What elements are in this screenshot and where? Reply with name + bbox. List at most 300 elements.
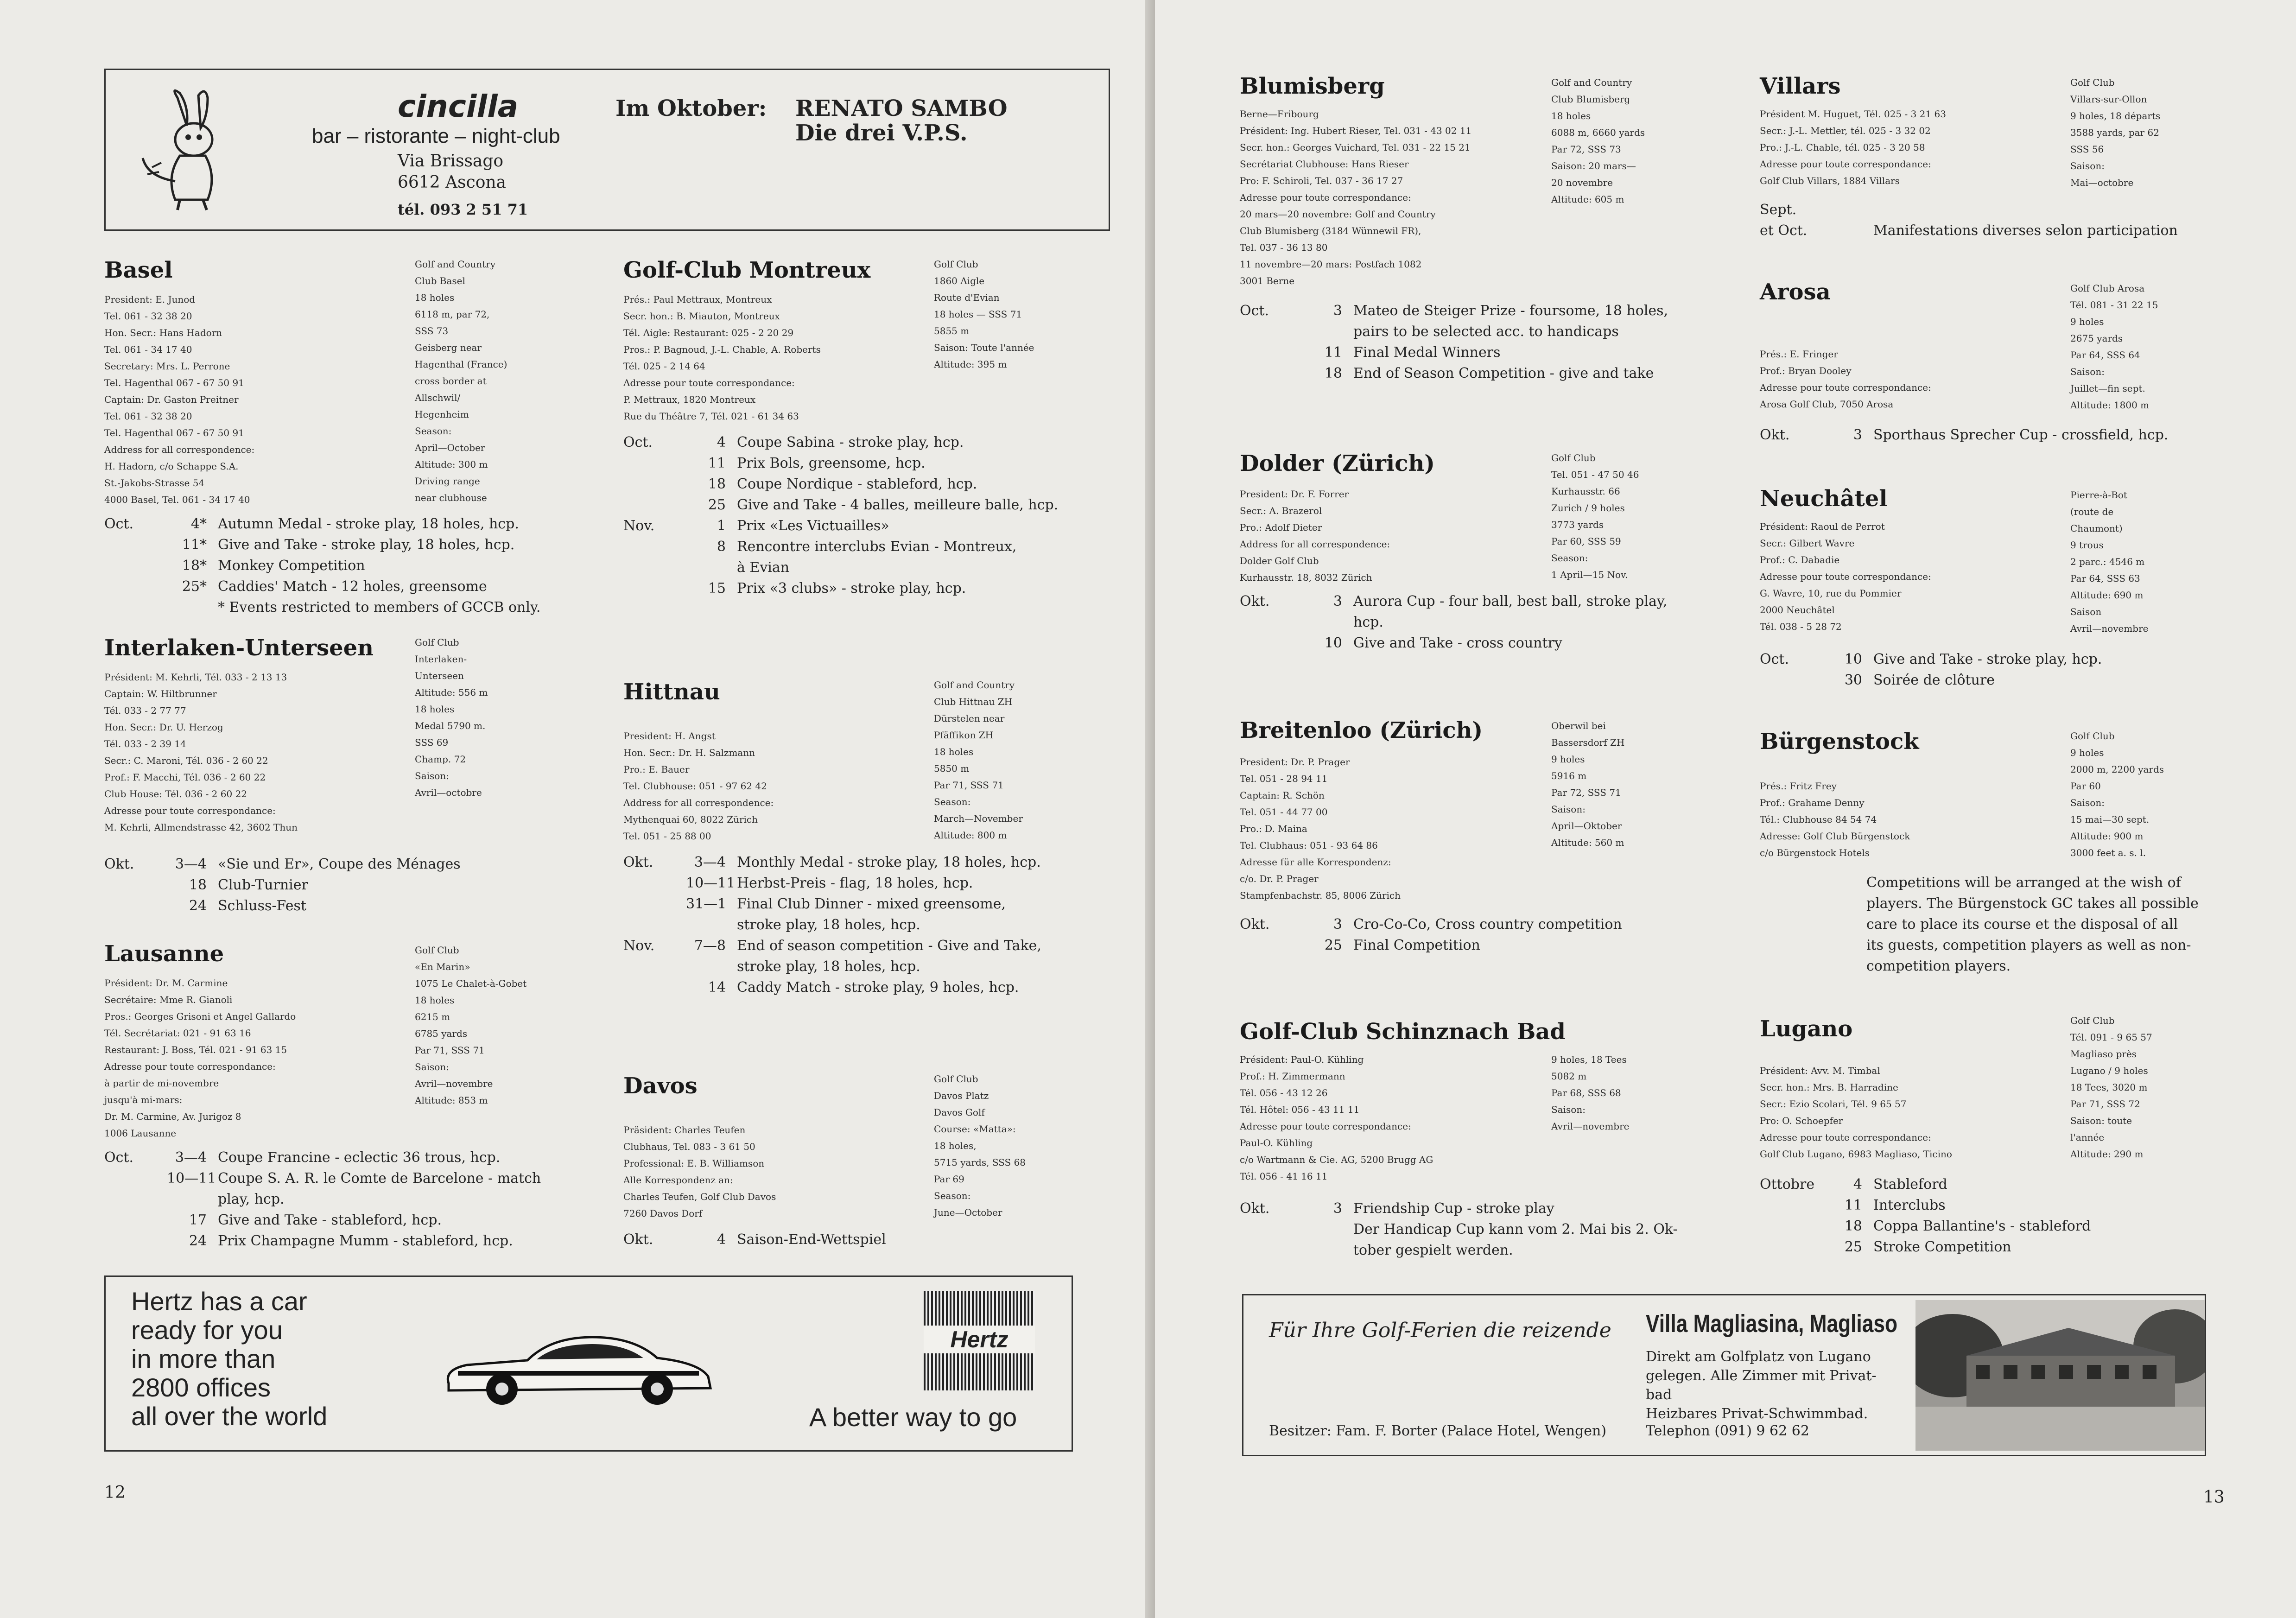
text-line: Adresse: Golf Club Bürgenstock: [1760, 831, 1910, 842]
event-row: [104, 597, 540, 618]
event-date: 4: [717, 434, 726, 451]
hertz-ad: [104, 1275, 1073, 1452]
davos-info: [623, 1122, 776, 1222]
event-date: 3—4: [694, 854, 726, 870]
schinznach-club: [1551, 1051, 1630, 1135]
text-line: à partir de mi-novembre: [104, 1078, 219, 1089]
text-line: 18 holes: [415, 704, 455, 715]
dolder-club: [1551, 450, 1639, 583]
blumisberg-info: [1240, 106, 1471, 289]
villa-phone: Telephon (091) 9 62 62: [1646, 1423, 1809, 1439]
event-description: Stroke Competition: [1873, 1239, 2011, 1255]
text-line: Altitude: 853 m: [415, 1095, 488, 1106]
blumisberg-events: [1240, 300, 1668, 384]
event-date: 31—1: [686, 896, 727, 912]
text-line: 18 Tees, 3020 m: [2070, 1082, 2148, 1093]
text-line: Magliaso près: [2070, 1048, 2137, 1060]
section-title-breitenloo: Breitenloo (Zürich): [1240, 717, 1483, 743]
text-line: Adresse pour toute correspondance:: [1760, 159, 1931, 170]
text-line: Bassersdorf ZH: [1551, 737, 1625, 748]
text-line: Berne—Fribourg: [1240, 108, 1319, 120]
text-line: Tél. 025 - 2 14 64: [623, 361, 705, 372]
text-line: 5082 m: [1551, 1071, 1587, 1082]
text-line: Tél. 056 - 41 16 11: [1240, 1171, 1328, 1182]
dolder-events: [1240, 591, 1667, 654]
page-number: 12: [104, 1483, 126, 1502]
artist-2: Die drei V.P.S.: [795, 120, 968, 146]
text-line: Golf Club: [2070, 77, 2115, 88]
text-line: 5916 m: [1551, 770, 1587, 781]
text-line: Club Basel: [415, 275, 465, 286]
text-line: 1860 Aigle: [934, 275, 985, 286]
event-date: 10: [1844, 651, 1862, 667]
text-line: Pro: O. Schoepfer: [1760, 1115, 1843, 1126]
text-line: c/o. Dr. P. Prager: [1240, 873, 1319, 884]
text-line: Président: Ing. Hubert Rieser, Tel. 031 - 43 02 11: [1240, 125, 1472, 136]
text-line: Secr.: Gilbert Wavre: [1760, 538, 1855, 549]
text-line: Captain: Dr. Gaston Preitner: [104, 394, 239, 405]
text-line: Saison:: [1551, 804, 1586, 815]
text-line: Direkt am Golfplatz von Lugano: [1646, 1349, 1871, 1365]
text-line: 2000 Neuchâtel: [1760, 604, 1835, 615]
text-line: Chaumont): [2070, 523, 2123, 534]
event-date: 4*: [190, 516, 207, 532]
event-row: [1240, 321, 1668, 342]
event-date: 10—11: [167, 1170, 216, 1187]
text-line: 18 holes: [415, 995, 455, 1006]
text-line: Par 71, SSS 71: [934, 780, 1004, 791]
text-line: 9 holes: [1551, 754, 1585, 765]
text-line: 2675 yards: [2070, 333, 2123, 344]
event-row: [623, 873, 1041, 894]
text-line: Tel. Clubhouse: 051 - 97 62 42: [623, 780, 767, 792]
event-row: [104, 1189, 541, 1210]
text-line: Altitude: 300 m: [415, 459, 488, 470]
cincilla-line1: bar – ristorante – night-club: [312, 125, 560, 147]
event-description: Prix Bols, greensome, hcp.: [737, 455, 926, 471]
text-line: Par 64, SSS 63: [2070, 573, 2140, 584]
event-month: Okt.: [623, 1231, 653, 1248]
event-month: Nov.: [623, 938, 655, 954]
event-date: 11: [708, 455, 726, 471]
text-line: Tel. Clubhaus: 051 - 93 64 86: [1240, 840, 1378, 851]
event-description: Monkey Competition: [218, 558, 365, 574]
event-description: Coppa Ballantine's - stableford: [1873, 1218, 2091, 1234]
event-description: Friendship Cup - stroke play: [1353, 1200, 1554, 1217]
lausanne-events: [104, 1147, 541, 1251]
event-description: Prix «Les Victuailles»: [737, 518, 889, 534]
text-line: Président: Paul-O. Kühling: [1240, 1054, 1364, 1065]
text-line: H. Hadorn, c/o Schappe S.A.: [104, 461, 239, 472]
text-line: Pro.: E. Bauer: [623, 764, 690, 775]
event-month: Okt.: [1240, 916, 1270, 933]
artist-1: RENATO SAMBO: [795, 95, 1008, 121]
text-line: Secr.: Ezio Scolari, Tél. 9 65 57: [1760, 1098, 1907, 1110]
event-row: [1760, 199, 2178, 220]
text-line: Captain: R. Schön: [1240, 790, 1325, 801]
text-line: Adresse pour toute correspondance:: [104, 1061, 276, 1072]
event-description: Monthly Medal - stroke play, 18 holes, hcp.: [737, 854, 1041, 870]
text-line: Adresse pour toute correspondance:: [623, 377, 795, 388]
text-line: Avril—novembre: [1551, 1121, 1630, 1132]
villa-intro: Für Ihre Golf-Ferien die reizende: [1269, 1319, 1611, 1342]
event-row: [1240, 935, 1622, 956]
text-line: Paul-O. Kühling: [1240, 1137, 1313, 1148]
event-description: Rencontre interclubs Evian - Montreux,: [737, 539, 1017, 555]
text-line: 5855 m: [934, 325, 970, 336]
text-line: Juillet—fin sept.: [2070, 383, 2145, 394]
event-row: [1240, 1198, 1678, 1219]
event-description: End of season competition - Give and Take,: [737, 938, 1041, 954]
event-description: Coupe Sabina - stroke play, hcp.: [737, 434, 964, 451]
text-line: Par 72, SSS 73: [1551, 144, 1621, 155]
event-row: [623, 536, 1058, 557]
text-line: Captain: W. Hiltbrunner: [104, 688, 217, 699]
event-row: [1760, 220, 2178, 241]
text-line: SSS 56: [2070, 144, 2104, 155]
event-row: [623, 495, 1058, 515]
event-date: 11: [1844, 1197, 1862, 1213]
text-line: Par 68, SSS 68: [1551, 1087, 1621, 1098]
event-row: [623, 914, 1041, 935]
event-description: Coupe S. A. R. le Comte de Barcelone - match: [218, 1170, 541, 1187]
text-line: Secr. hon.: B. Miauton, Montreux: [623, 311, 780, 322]
event-date: 3: [1333, 593, 1342, 609]
text-line: Prés.: E. Fringer: [1760, 349, 1838, 360]
cincilla-addr1: Via Brissago: [398, 152, 504, 171]
hertz-line: 2800 offices: [131, 1373, 271, 1402]
text-line: 9 holes, 18 Tees: [1551, 1054, 1627, 1065]
text-line: Stampfenbachstr. 85, 8006 Zürich: [1240, 890, 1401, 901]
text-line: Par 71, SSS 71: [415, 1045, 485, 1056]
arosa-info: [1760, 346, 1931, 412]
text-line: Adresse pour toute correspondance:: [1240, 1121, 1411, 1132]
text-line: Pro: F. Schiroli, Tel. 037 - 36 17 27: [1240, 175, 1403, 186]
text-line: Pro.: D. Maina: [1240, 823, 1307, 834]
event-date: 4: [717, 1231, 726, 1248]
text-line: April—October: [415, 442, 485, 453]
schinznach-events: [1240, 1198, 1678, 1261]
event-row: [623, 977, 1041, 998]
text-line: Prés.: Paul Mettraux, Montreux: [623, 294, 772, 305]
interlaken-club: [415, 634, 488, 801]
text-line: 6088 m, 6660 yards: [1551, 127, 1645, 138]
event-month: Okt.: [623, 854, 653, 870]
event-date: 18: [189, 877, 207, 893]
text-line: Par 60: [2070, 780, 2101, 792]
event-description: hcp.: [1353, 614, 1383, 630]
section-title-blumisberg: Blumisberg: [1240, 73, 1385, 99]
text-line: Tél. Secrétariat: 021 - 91 63 16: [104, 1028, 251, 1039]
text-line: Arosa Golf Club, 7050 Arosa: [1760, 399, 1894, 410]
event-date: 25*: [182, 578, 207, 595]
text-line: Pros.: Georges Grisoni et Angel Gallardo: [104, 1011, 296, 1022]
text-line: Tél. 033 - 2 39 14: [104, 738, 186, 749]
text-line: Pro.: J.-L. Chable, tél. 025 - 3 20 58: [1760, 142, 1925, 153]
hertz-logo: [924, 1291, 1035, 1390]
section-title-arosa: Arosa: [1760, 279, 1831, 305]
text-line: Tél. 056 - 43 12 26: [1240, 1087, 1328, 1098]
text-line: Adresse pour toute correspondance:: [1760, 382, 1931, 393]
text-line: Tel. 051 - 25 88 00: [623, 831, 711, 842]
event-date: 30: [1844, 672, 1862, 688]
text-line: Hon. Secr.: Dr. U. Herzog: [104, 722, 223, 733]
event-row: [1240, 591, 1667, 612]
text-line: Secr. hon.: Mrs. B. Harradine: [1760, 1082, 1898, 1093]
text-line: Tél. Aigle: Restaurant: 025 - 2 20 29: [623, 327, 794, 338]
text-line: Saison:: [415, 770, 449, 781]
event-month: Nov.: [623, 518, 655, 534]
text-line: Zurich / 9 holes: [1551, 502, 1625, 514]
montreux-events: [623, 432, 1058, 599]
event-description: stroke play, 18 holes, hcp.: [737, 917, 920, 933]
text-line: Dürstelen near: [934, 713, 1005, 724]
text-line: Altitude: 560 m: [1551, 837, 1624, 848]
event-date: 7—8: [694, 938, 726, 954]
event-row: [1240, 914, 1622, 935]
text-line: «En Marin»: [415, 961, 470, 972]
event-description: pairs to be selected acc. to handicaps: [1353, 324, 1619, 340]
event-date: 3—4: [175, 1149, 207, 1166]
event-date: 18: [1324, 365, 1342, 381]
text-line: Adresse pour toute correspondance:: [1760, 571, 1931, 582]
text-line: Lugano / 9 holes: [2070, 1065, 2148, 1076]
villa-desc: [1646, 1347, 1877, 1423]
text-line: Président: Dr. M. Carmine: [104, 977, 228, 989]
text-line: cross border at: [415, 375, 487, 387]
event-description: Coupe Francine - eclectic 36 trous, hcp.: [218, 1149, 501, 1166]
text-line: near clubhouse: [415, 492, 487, 503]
event-date: 25: [1844, 1239, 1862, 1255]
event-row: [104, 555, 540, 576]
text-line: 18 holes: [934, 746, 974, 757]
event-date: 1: [717, 518, 726, 534]
rabbit-mascot-icon: [133, 89, 245, 214]
section-title-basel: Basel: [104, 257, 173, 283]
text-line: Prof.: H. Zimmermann: [1240, 1071, 1345, 1082]
villa-owner: Besitzer: Fam. F. Borter (Palace Hotel, Wengen): [1269, 1423, 1607, 1439]
burgenstock-note: [1866, 872, 2199, 977]
event-row: [104, 895, 461, 916]
event-description: Club-Turnier: [218, 877, 308, 893]
text-line: Prof.: C. Dabadie: [1760, 554, 1840, 565]
text-line: Altitude: 900 m: [2070, 831, 2144, 842]
hertz-line: Hertz has a car: [131, 1287, 307, 1316]
text-line: Tél. 033 - 2 77 77: [104, 705, 186, 716]
villars-club: [2070, 74, 2160, 191]
text-line: Season:: [934, 1190, 971, 1201]
event-date: 25: [1324, 937, 1342, 953]
text-line: Altitude: 395 m: [934, 359, 1007, 370]
event-description: Give and Take - stableford, hcp.: [218, 1212, 442, 1228]
text-line: Alle Korrespondenz an:: [623, 1174, 733, 1186]
event-description: Prix «3 clubs» - stroke play, hcp.: [737, 580, 966, 596]
text-line: Club House: Tél. 036 - 2 60 22: [104, 788, 247, 799]
text-line: President: H. Angst: [623, 730, 716, 742]
event-date: 17: [189, 1212, 207, 1228]
hertz-headline: [131, 1287, 327, 1431]
text-line: Club Blumisberg (3184 Wünnewil FR),: [1240, 225, 1421, 236]
text-line: 6118 m, par 72,: [415, 309, 490, 320]
neuchatel-info: [1760, 518, 1931, 635]
neuchatel-events: [1760, 649, 2102, 691]
dolder-info: [1240, 486, 1390, 586]
text-line: Address for all correspondence:: [623, 797, 774, 808]
text-line: 1075 Le Chalet-à-Gobet: [415, 978, 527, 989]
text-line: Secrétaire: Mme R. Gianoli: [104, 994, 233, 1005]
text-line: Altitude: 800 m: [934, 830, 1007, 841]
event-row: [1240, 342, 1668, 363]
lugano-club: [2070, 1012, 2152, 1162]
section-title-lausanne: Lausanne: [104, 941, 224, 967]
text-line: Pro.: Adolf Dieter: [1240, 522, 1322, 533]
burgenstock-info: [1760, 778, 1910, 861]
text-line: Heizbares Privat-Schwimmbad.: [1646, 1406, 1868, 1422]
text-line: Adresse pour toute correspondance:: [1760, 1132, 1931, 1143]
text-line: Avril—novembre: [2070, 623, 2149, 634]
text-line: Tél. Hôtel: 056 - 43 11 11: [1240, 1104, 1360, 1115]
text-line: gelegen. Alle Zimmer mit Privat-: [1646, 1368, 1877, 1384]
event-month: Oct.: [104, 516, 133, 532]
event-description: Soirée de clôture: [1873, 672, 1995, 688]
text-line: Mai—octobre: [2070, 177, 2134, 188]
event-row: [104, 1168, 541, 1189]
villa-name: Villa Magliasina, Magliaso: [1646, 1310, 1898, 1338]
event-row: [623, 894, 1041, 914]
event-row: [1240, 1240, 1678, 1261]
text-line: Adresse für alle Korrespondenz:: [1240, 857, 1391, 868]
text-line: 20 novembre: [1551, 177, 1613, 188]
event-date: 3—4: [175, 856, 207, 872]
event-description: play, hcp.: [218, 1191, 285, 1207]
event-description: Final Medal Winners: [1353, 344, 1501, 361]
event-date: 24: [189, 1233, 207, 1249]
text-line: April—Oktober: [1551, 820, 1622, 831]
text-line: Season:: [934, 796, 971, 807]
text-line: Clubhaus, Tel. 083 - 3 61 50: [623, 1141, 755, 1152]
text-line: Pfäffikon ZH: [934, 730, 994, 741]
basel-events: [104, 514, 540, 618]
section-title-schinznach: Golf-Club Schinznach Bad: [1240, 1019, 1566, 1045]
text-line: 11 novembre—20 mars: Postfach 1082: [1240, 259, 1422, 270]
arosa-club: [2070, 280, 2158, 413]
event-date: 10—11: [686, 875, 736, 891]
event-row: [623, 956, 1041, 977]
event-description: * Events restricted to members of GCCB only.: [218, 599, 541, 615]
text-line: Saison: [2070, 606, 2102, 617]
event-date: 11: [1324, 344, 1342, 361]
villars-events: [1760, 199, 2178, 241]
text-line: Secretary: Mrs. L. Perrone: [104, 361, 230, 372]
text-line: Davos Platz: [934, 1090, 989, 1101]
event-row: [1240, 300, 1668, 321]
event-row: [623, 852, 1041, 873]
event-row: [104, 854, 461, 875]
text-line: Villars-sur-Ollon: [2070, 94, 2147, 105]
text-line: 6785 yards: [415, 1028, 468, 1039]
text-line: Tel. 037 - 36 13 80: [1240, 242, 1328, 253]
text-line: Golf Club: [934, 259, 978, 270]
event-description: Give and Take - 4 balles, meilleure balle, hcp.: [737, 497, 1059, 513]
text-line: Golf Club Arosa: [2070, 283, 2145, 294]
event-row: [623, 935, 1041, 956]
event-row: [1760, 649, 2102, 670]
event-month: Okt.: [104, 856, 134, 872]
text-line: Address for all correspondence:: [104, 444, 255, 455]
text-line: Address for all correspondence:: [1240, 539, 1390, 550]
event-row: [1760, 1216, 2091, 1237]
event-date: 11*: [182, 537, 207, 553]
event-month: Okt.: [1760, 427, 1790, 443]
text-line: Secr.: C. Maroni, Tél. 036 - 2 60 22: [104, 755, 268, 766]
basel-info: [104, 291, 254, 508]
lugano-events: [1760, 1174, 2091, 1257]
breitenloo-events: [1240, 914, 1622, 956]
basel-club: [415, 256, 507, 506]
text-line: Competitions will be arranged at the wish of: [1866, 875, 2181, 891]
text-line: Prof.: Bryan Dooley: [1760, 365, 1852, 376]
interlaken-info: [104, 669, 298, 836]
text-line: Season:: [415, 425, 452, 437]
event-date: 3: [1853, 427, 1862, 443]
cincilla-ad: [104, 69, 1110, 231]
event-row: [623, 432, 1058, 453]
davos-club: [934, 1071, 1026, 1221]
text-line: Par 71, SSS 72: [2070, 1098, 2140, 1110]
event-month: Ottobre: [1760, 1176, 1815, 1193]
event-description: Stableford: [1873, 1176, 1947, 1193]
event-row: [623, 578, 1058, 599]
event-month: Okt.: [1240, 1200, 1270, 1217]
right-page: [1155, 0, 2296, 1618]
text-line: 9 holes: [2070, 316, 2104, 327]
text-line: Geisberg near: [415, 342, 482, 353]
event-description: Sporthaus Sprecher Cup - crossfield, hcp.: [1873, 427, 2169, 443]
text-line: players. The Bürgenstock GC takes all possible: [1866, 895, 2199, 912]
event-row: [104, 514, 540, 534]
text-line: 2000 m, 2200 yards: [2070, 764, 2164, 775]
montreux-info: [623, 291, 821, 425]
text-line: (route de: [2070, 506, 2114, 517]
text-line: Golf Club: [415, 945, 459, 956]
text-line: Tél.: Clubhouse 84 54 74: [1760, 814, 1877, 825]
text-line: Tel. 061 - 32 38 20: [104, 311, 192, 322]
neuchatel-club: [2070, 487, 2149, 637]
event-month: et Oct.: [1760, 222, 1808, 239]
event-date: 3: [1333, 916, 1342, 933]
event-month: Okt.: [1240, 593, 1270, 609]
event-description: Cro-Co-Co, Cross country competition: [1353, 916, 1622, 933]
text-line: March—November: [934, 813, 1023, 824]
interlaken-events: [104, 854, 461, 916]
lugano-info: [1760, 1062, 1952, 1162]
text-line: Saison:: [415, 1061, 449, 1072]
villa-magliasina-ad: [1242, 1294, 2206, 1456]
text-line: Saison:: [2070, 366, 2105, 377]
arosa-events: [1760, 425, 2168, 445]
text-line: Tel. 051 - 28 94 11: [1240, 773, 1328, 784]
text-line: 1006 Lausanne: [104, 1128, 177, 1139]
text-line: c/o Bürgenstock Hotels: [1760, 847, 1870, 858]
text-line: 5715 yards, SSS 68: [934, 1157, 1026, 1168]
text-line: c/o Wartmann & Cie. AG, 5200 Brugg AG: [1240, 1154, 1433, 1165]
event-month: Oct.: [1240, 303, 1269, 319]
event-description: Caddies' Match - 12 holes, greensome: [218, 578, 487, 595]
cincilla-logo: cincilla: [398, 89, 519, 124]
event-row: [1760, 1195, 2091, 1216]
text-line: 7260 Davos Dorf: [623, 1208, 703, 1219]
text-line: President: Dr. F. Forrer: [1240, 489, 1349, 500]
